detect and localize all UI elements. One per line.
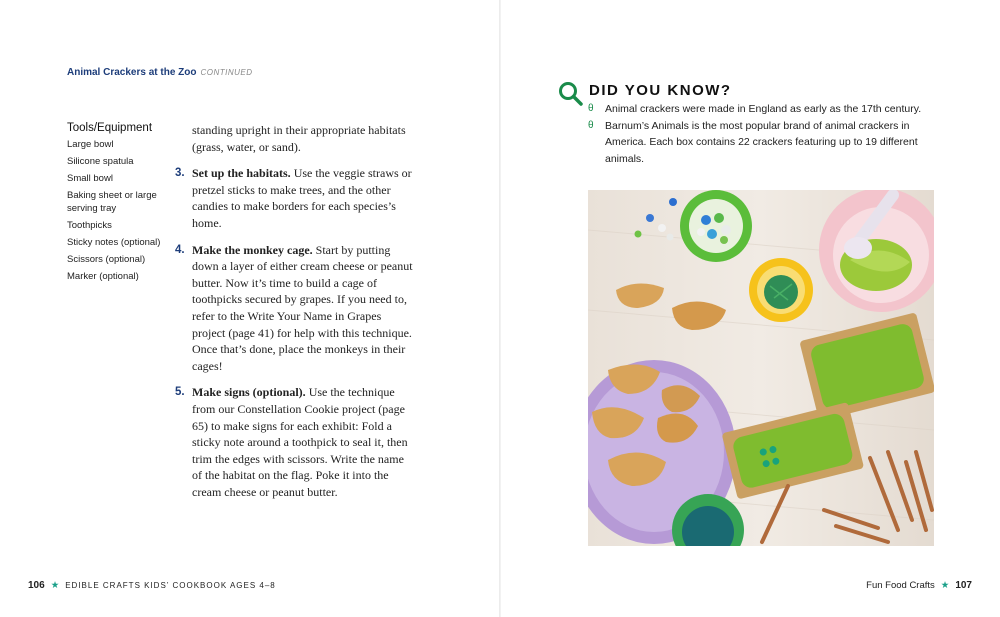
bullet-icon: θ [588,119,594,131]
step-text: Use the veggie straws or pretzel sticks to make trees, and the other candies to make borders for each species’s home. [192,166,412,230]
facts-list [588,101,938,167]
food-photo-illustration [588,190,934,546]
tool-item: Silicone spatula [67,156,134,167]
running-head [67,67,253,78]
tool-item: Baking sheet or large serving tray [67,190,157,214]
footer-right [866,580,972,591]
star-icon: ★ [940,580,950,591]
step-text: Use the technique from our Constellation Cookie project (page 65) to make signs for each exhibit: Fold a sticky note around a toothpick to seal it, then trim the edges with scissors. Write the name of the habitat on the flag. Poke it into the cream cheese or peanut butter. [192,385,408,499]
tool-item: Scissors (optional) [67,254,146,265]
tools-title: Tools/Equipment [67,122,153,134]
fact-item [588,101,938,118]
star-icon: ★ [50,580,60,591]
continued-paragraph: standing upright in their appropriate habitats (grass, water, or sand). [192,123,406,154]
step-number: 5. [175,386,185,399]
step-lead: Set up the habitats. [192,166,291,181]
instructions-body [175,122,415,510]
step-5 [175,384,415,500]
fact-item [588,118,938,168]
fact-text: Animal crackers were made in England as early as the 17th century. [605,103,922,115]
step-3 [175,165,415,231]
tool-item: Large bowl [67,139,114,150]
running-head-continued: CONTINUED [200,68,253,77]
section-title: Fun Food Crafts [866,580,935,591]
page-number-right: 107 [955,580,972,591]
tools-list [67,122,177,287]
tool-item: Sticky notes (optional) [67,237,161,248]
tool-item: Small bowl [67,173,113,184]
food-photo [588,190,934,546]
book-title: EDIBLE CRAFTS KIDS’ COOKBOOK AGES 4–8 [65,581,276,590]
fact-text: Barnum’s Animals is the most popular brand of animal crackers in America. Each box contains 22 crackers featuring up to 19 different animals. [605,119,918,165]
magnifier-icon [558,81,584,107]
bullet-icon: θ [588,103,594,114]
footer-left [28,580,276,591]
running-head-title: Animal Crackers at the Zoo [67,67,197,78]
tool-item: Toothpicks [67,220,112,231]
step-lead: Make signs (optional). [192,385,306,400]
page-gutter [499,0,501,617]
did-you-know-heading: DID YOU KNOW? [589,82,732,99]
step-text: Start by putting down a layer of either cream cheese or peanut butter. Now it’s time to build a cage of toothpicks secured by grapes. If you need to, refer to the Write Your Name in Grapes project (page 41) for help with this technique. Once that’s done, place the monkeys in their cages! [192,242,413,373]
tool-item: Marker (optional) [67,271,139,282]
page-number-left: 106 [28,580,45,591]
step-lead: Make the monkey cage. [192,242,313,257]
step-number: 4. [175,243,185,256]
step-number: 3. [175,167,185,180]
step-4 [175,242,415,375]
